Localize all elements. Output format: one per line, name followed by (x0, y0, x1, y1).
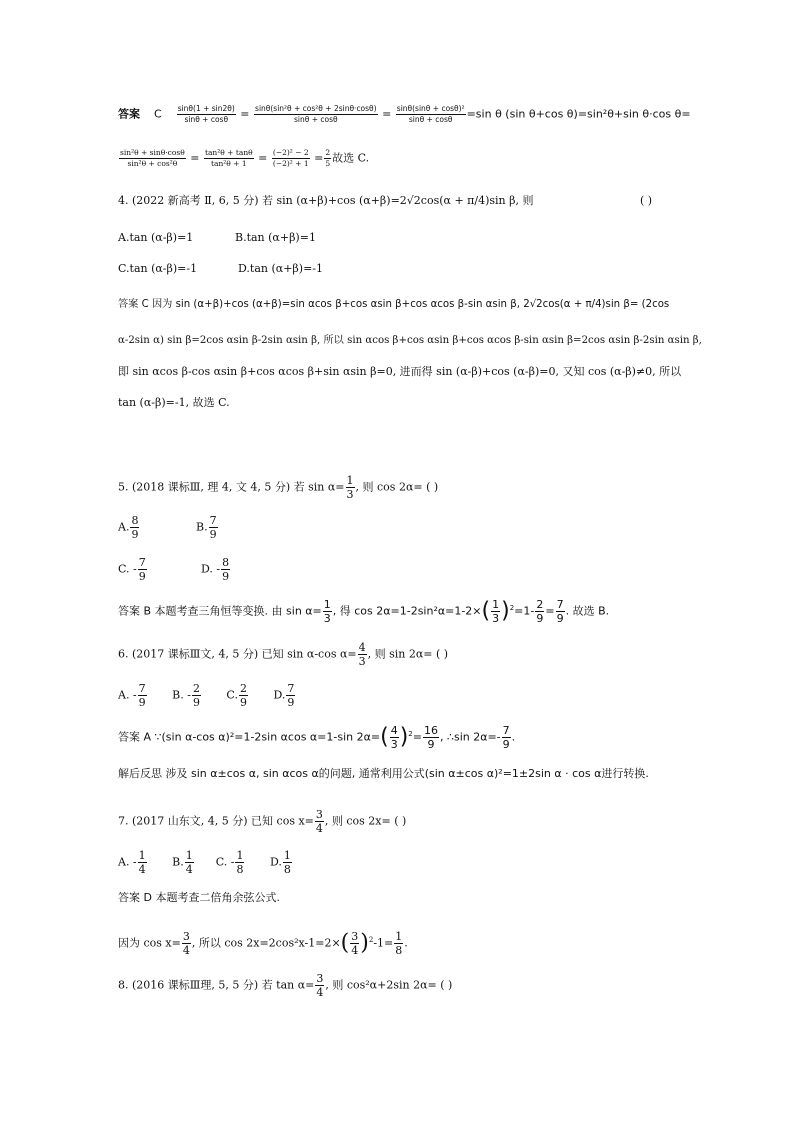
q7-answer-line2: 因为 cos x= $\frac{3}{4}$ , 所以 cos 2x=2cos²x-1=2×( $\frac{3}{4}$ )$^2$-1= $\frac{1}{8}$ . (118, 930, 408, 957)
q5-option-d: D. - $\frac{8}{9}$ (201, 556, 230, 583)
q4-stem: 4. (2022 新高考 Ⅱ, 6, 5 分) 若 sin (α+β)+cos (α+β)=2√2cos(α + π/4)sin β, 则 (118, 194, 534, 207)
q7-options: A. - $\frac{1}{4}$ B. $\frac{1}{4}$ C. - $\frac{1}{8}$ D. $\frac{1}{8}$ (118, 849, 291, 876)
q6-stem: 6. (2017 课标Ⅲ文, 4, 5 分) 已知 sin α-cos α= $\frac{4}{3}$ , 则 sin 2α= ( ) (118, 641, 449, 668)
q3-answer-line1: 答案 C $\frac{\sin\theta(1 + \sin 2\theta)}{\sin\theta + \cos\theta}$ = $\frac{\text{sinθ(sin²θ + cos²θ + 2sinθ·cosθ)}}{\sin\theta + \cos\theta}$ = $\frac{\text{sinθ(sinθ + cosθ)²}}{\sin\theta + \cos\theta}$ =sin θ (sin θ+cos θ)=sin²θ+sin θ·cos θ= (118, 104, 691, 124)
q5-option-b: B. $\frac{7}{9}$ (196, 514, 217, 541)
q4-answer-line4: tan (α-β)=-1, 故选 C. (118, 396, 230, 409)
q5-stem: 5. (2018 课标Ⅲ, 理 4, 文 4, 5 分) 若 sin α= $\frac{1}{3}$ , 则 cos 2α= ( ) (118, 474, 439, 501)
q4-answer-line3: 即 sin αcos β-cos αsin β+cos αcos β+sin αsin β=0, 进而得 sin (α-β)+cos (α-β)=0, 又知 cos (α-β)≠0, 所以 (118, 365, 682, 378)
q8-stem: 8. (2016 课标Ⅲ理, 5, 5 分) 若 tan α= $\frac{3}{4}$ , 则 cos²α+2sin 2α= ( ) (118, 972, 453, 999)
q5-answer: 答案 B 本题考查三角恒等变换. 由 sin α= $\frac{1}{3}$ , 得 cos 2α=1-2sin²α=1-2×( $\frac{1}{3}$ )$^2$=1- $\frac{2}{9}$ = $\frac{7}{9}$ . 故选 B. (118, 598, 610, 625)
q6-options: A. - $\frac{7}{9}$ B. - $\frac{2}{9}$ C. $\frac{2}{9}$ D. $\frac{7}{9}$ (118, 682, 295, 709)
q6-reflection: 解后反思 涉及 sin α±cos α, sin αcos α的问题, 通常利用公式(sin α±cos α)²=1±2sin α · cos α进行转换. (118, 767, 649, 780)
q5-option-a: A. $\frac{8}{9}$ (118, 514, 139, 541)
q4-answer-line1: 答案 C 因为 sin (α+β)+cos (α+β)=sin αcos β+cos αsin β+cos αcos β-sin αsin β, 2√2cos(α + π/4)sin β= (2cos (118, 299, 670, 310)
q4-option-c: C.tan (α-β)=-1 (118, 262, 198, 275)
q4-answer-line2: α-2sin α) sin β=2cos αsin β-2sin αsin β, 所以 sin αcos β+cos αsin β+cos αcos β-sin αsin β=2cos αsin β-2sin αsin β, (118, 335, 702, 346)
q7-answer-line1: 答案 D 本题考查二倍角余弦公式. (118, 891, 280, 904)
q6-answer: 答案 A ∵(sin α-cos α)²=1-2sin αcos α=1-sin 2α=( $\frac{4}{3}$ )$^2$= $\frac{16}{9}$ , ∴sin 2α=- $\frac{7}{9}$ . (118, 724, 516, 751)
q7-stem: 7. (2017 山东文, 4, 5 分) 已知 cos x= $\frac{3}{4}$ , 则 cos 2x= ( ) (118, 808, 407, 835)
q3-answer-line2: $\frac{\text{sin²θ + sinθ·cosθ}}{\text{sin²θ + cos²θ}}$ = $\frac{\text{tan²θ + tanθ}}{\text{tan²θ + 1}}$ = $\frac{\text{(−2)² − 2}}{\text{(−2)² + 1}}$ = $\frac{2}{5}$ 故选 C. (120, 148, 370, 168)
q4-paren: ( ) (640, 194, 653, 207)
q4-option-d: D.tan (α+β)=-1 (238, 262, 324, 275)
q4-option-a: A.tan (α-β)=1 (118, 231, 194, 244)
q5-option-c: C. - $\frac{7}{9}$ (118, 556, 146, 583)
q4-option-b: B.tan (α+β)=1 (235, 231, 316, 244)
